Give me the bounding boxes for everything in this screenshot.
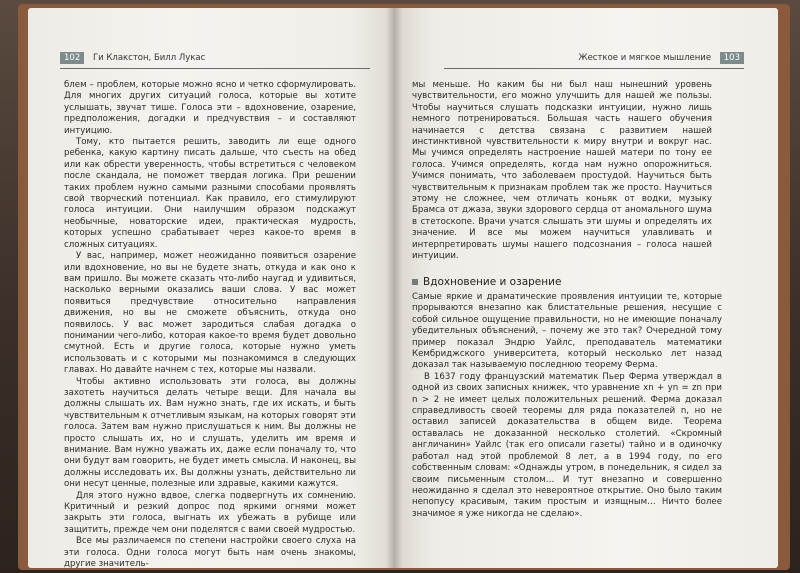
right-body-text-bottom [412, 292, 722, 520]
right-body-text-top [412, 80, 712, 263]
left-paragraph: У вас, например, может неожиданно появиться озарение или вдохновение, но вы не будете знать, откуда и как оно к вам пришло. Вы можете сказать что-либо наугад и удивиться, насколько верными оказались ваши слова. У вас может появиться предчувствие относительно направления движения, но вы не сможете объяснить, откуда оно появилось. У вас может зародиться слабая догадка о понимании чего-либо, которая какое-то время будет довольно смутной. Есть и другие голоса, которые нужно уметь использовать и с которыми мы познакомимся в следующих главах. Но давайте начнем с тех, которые мы назвали. [64, 251, 356, 376]
right-page [394, 8, 778, 568]
right-paragraph: мы меньше. Но каким бы ни был наш нынешний уровень чувствительности, его можно улучшить для нашей же пользы. Чтобы научиться слушать подсказки интуиции, нужно лишь немного потренироваться. Большая часть нашего обучения начинается с детства связана с развитием нашей инстинктивной чувствительности к миру внутри и вокруг нас. Мы учимся определять настроение нашей матери по тону ее голоса. Учимся определять, когда нам нужно опорожниться. Учимся понимать, что заболеваем простудой. Научиться быть чувствительным к признакам проблем так же просто. Научиться этому не сложнее, чем отличать коньяк от водки, музыку Брамса от джаза, звуки здорового сердца от аномального шума в стетоскопе. Врачи учатся слышать эти шумы и определять их значение. И все мы можем научиться улавливать и интерпретировать шумы нашего подсознания – голоса нашей интуиции. [412, 80, 712, 262]
left-paragraph: блем – проблем, которые можно ясно и четко сформулировать. Для многих других ситуаций голоса, которые вы хотите услышать, звучат тише. Голоса эти – вдохновение, озарение, предположения, догадки и предчувствия – и составляют интуицию. [64, 80, 356, 136]
left-running-head-text: Ги Клакстон, Билл Лукас [92, 53, 206, 63]
left-paragraph: Для этого нужно вдвое, слегка подвергнуть их сомнению. Критичный и резкий допрос под яркими огнями может закрыть эти голоса, выгнать их убежать в рубище или защитить, прежде чем они поделятся с вами своей мудростью. [64, 490, 356, 535]
book-gutter-shadow [386, 8, 402, 568]
right-paragraph: В 1637 году французский математик Пьер Ферма утверждал в одной из своих записных книжек, что уравнение xn + yn = zn при n > 2 не имеет целых положительных решений. Ферма доказал справедливость своей теоремы для ряда показателей n, но не оставил записей доказательства в общем виде. Теорема оставалась не доказанной несколько столетий. «Скромный англичанин» Уайлс (так его описали газеты) тайно и в одиночку работал над этой проблемой 8 лет, а в 1994 году, по его собственным словам: «Однажды утром, в понедельник, я сидел за своим письменным столом… И тут внезапно и совершенно неожиданно я сделал это невероятное открытие. Оно было таким непопусу красивым, таким простым и изящным… Ничто более значимое я уже никогда не сделаю». [412, 371, 722, 519]
left-paragraph: Чтобы активно использовать эти голоса, вы должны захотеть научиться делать четыре вещи. Для начала вы должны слышать их. Вам нужно знать, где их искать, и быть чувствительным к отчетливым языкам, на которых говорят эти голоса. Затем вам нужно прислушаться к ним. Вы должны не просто слышать их, но и слушать, уделить им время и внимание. Вам нужно уважать их, даже если поначалу то, что они будут вам говорить, не будет иметь смысла. И наконец, вы должны исследовать их. Вы должны узнать, действительно ли они несут ценные, полезные или здравые, какими кажутся. [64, 376, 356, 490]
section-heading [412, 276, 561, 288]
section-title: Вдохновение и озарение [423, 276, 562, 288]
section-marker-icon [412, 279, 418, 285]
right-running-head-text: Жесткое и мягкое мышление [578, 53, 712, 63]
left-page [28, 8, 394, 568]
left-paragraph: Все мы различаемся по степени настройки своего слуха на эти голоса. Одни голоса могут быть нам очень знакомы, другие значитель- [64, 536, 356, 568]
left-paragraph: Тому, кто пытается решить, заводить ли еще одного ребенка, какую картину писать дальше, что съесть на обед или как обрести уверенность, чтобы встретиться с человеком после скандала, не поможет твердая логика. При решении таких проблем нужно самыми разными способами проявлять свой творческий потенциал. Как правило, его стимулируют голоса интуиции. Они наилучшим образом подскажут необычные, новаторские идеи, практическая мудрость, которых успешно срабатывает через какое-то время в сложных ситуациях. [64, 137, 356, 250]
left-running-header [60, 52, 370, 69]
right-page-number: 103 [720, 52, 744, 64]
left-page-number: 102 [60, 52, 84, 64]
right-paragraph: Самые яркие и драматические проявления интуиции те, которые прорываются внезапно как блистательные решения, несущие с собой сильное ощущение правильности, но не имеющие поначалу убедительных объяснений, – почему же это так? Очередной тому пример показал Эндрю Уайлс, преподаватель математики Кембриджского университета, который несколько лет назад доказал так называемую последнюю теорему Ферма. [412, 292, 722, 371]
left-body-text [64, 80, 356, 568]
right-running-header [444, 52, 744, 69]
